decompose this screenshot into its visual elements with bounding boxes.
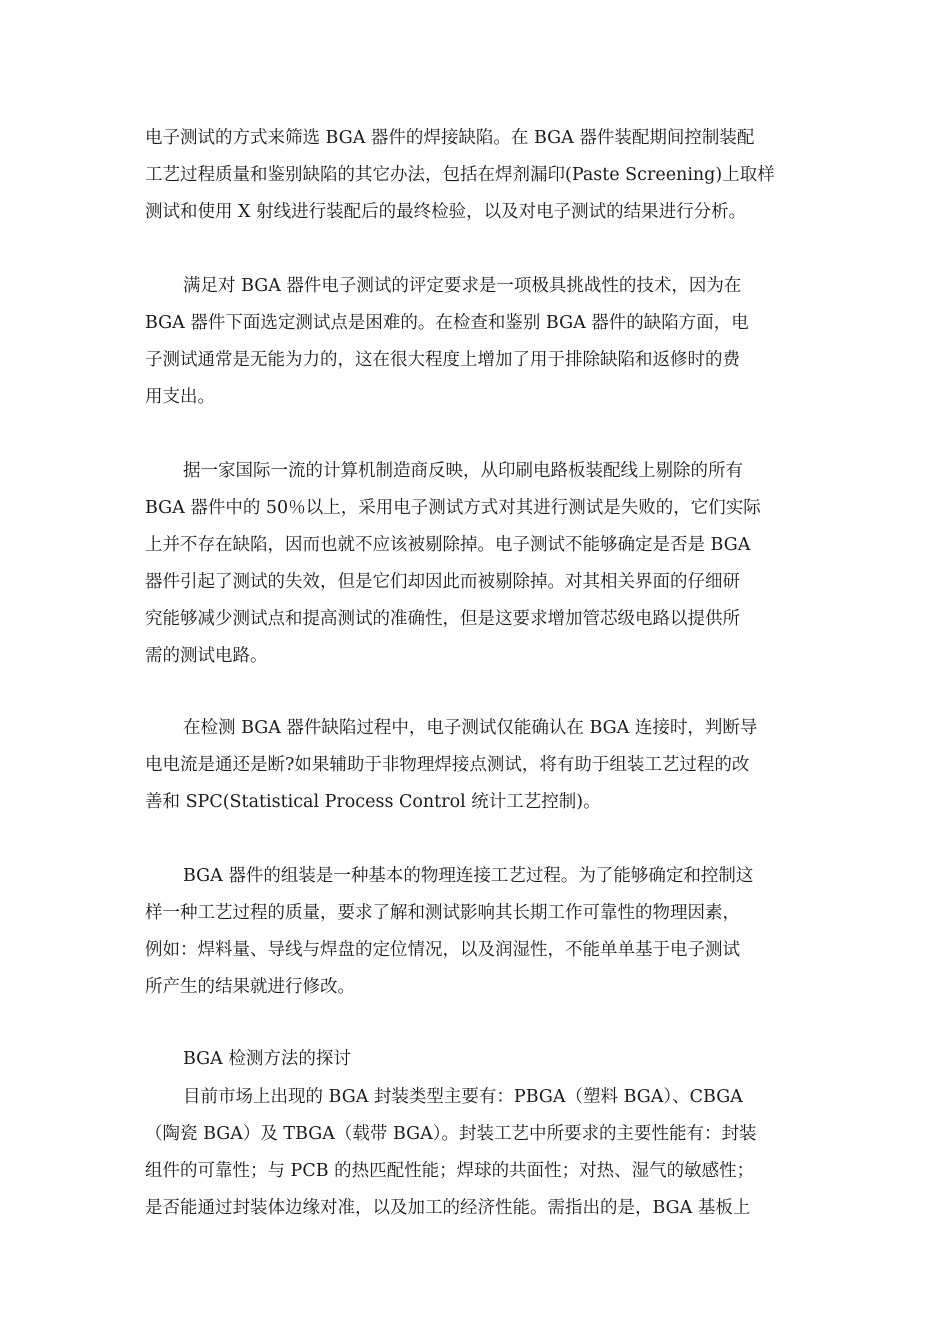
p6-line-1: 目前市场上出现的 BGA 封装类型主要有：PBGA（塑料 BGA）、CBGA — [183, 1087, 743, 1107]
p1-line-2: 工艺过程质量和鉴别缺陷的其它办法，包括在焊剂漏印(Paste Screening)上取样 — [145, 165, 775, 185]
p2-line-3: 子测试通常是无能为力的，这在很大程度上增加了用于排除缺陷和返修时的费 — [145, 350, 740, 370]
p4-line-3: 善和 SPC(Statistical Process Control 统计工艺控制)。 — [145, 792, 601, 812]
p3-line-2: BGA 器件中的 50％以上，采用电子测试方式对其进行测试是失败的，它们实际 — [145, 498, 761, 518]
p2-line-2: BGA 器件下面选定测试点是困难的。在检查和鉴别 BGA 器件的缺陷方面，电 — [145, 313, 749, 333]
p4-line-1: 在检测 BGA 器件缺陷过程中，电子测试仅能确认在 BGA 连接时，判断导 — [183, 718, 758, 738]
p4-line-2: 电电流是通还是断?如果辅助于非物理焊接点测试，将有助于组装工艺过程的改 — [145, 755, 750, 775]
p6-line-4: 是否能通过封装体边缘对准，以及加工的经济性能。需指出的是，BGA 基板上 — [145, 1198, 751, 1218]
p5-line-3: 例如：焊料量、导线与焊盘的定位情况，以及润湿性，不能单单基于电子测试 — [145, 940, 740, 960]
p6-line-3: 组件的可靠性；与 PCB 的热匹配性能；焊球的共面性；对热、湿气的敏感性； — [145, 1161, 755, 1181]
p6-line-2: （陶瓷 BGA）及 TBGA（载带 BGA）。封装工艺中所要求的主要性能有：封装 — [145, 1124, 757, 1144]
p5-line-4: 所产生的结果就进行修改。 — [145, 977, 355, 997]
p3-line-5: 究能够减少测试点和提高测试的准确性，但是这要求增加管芯级电路以提供所 — [145, 609, 740, 629]
p3-line-1: 据一家国际一流的计算机制造商反映，从印刷电路板装配线上剔除的所有 — [183, 461, 743, 481]
p3-line-4: 器件引起了测试的失效，但是它们却因此而被剔除掉。对其相关界面的仔细研 — [145, 572, 740, 592]
p5-line-2: 样一种工艺过程的质量，要求了解和测试影响其长期工作可靠性的物理因素， — [145, 903, 740, 923]
section-heading: BGA 检测方法的探讨 — [183, 1049, 351, 1069]
p1-line-3: 测试和使用 X 射线进行装配后的最终检验，以及对电子测试的结果进行分析。 — [145, 202, 747, 222]
p3-line-6: 需的测试电路。 — [145, 646, 268, 666]
p1-line-1: 电子测试的方式来筛选 BGA 器件的焊接缺陷。在 BGA 器件装配期间控制装配 — [145, 128, 755, 148]
p3-line-3: 上并不存在缺陷，因而也就不应该被剔除掉。电子测试不能够确定是否是 BGA — [145, 535, 751, 555]
p2-line-1: 满足对 BGA 器件电子测试的评定要求是一项极具挑战性的技术，因为在 — [183, 276, 742, 296]
p2-line-4: 用支出。 — [145, 387, 215, 407]
p5-line-1: BGA 器件的组装是一种基本的物理连接工艺过程。为了能够确定和控制这 — [183, 866, 754, 886]
